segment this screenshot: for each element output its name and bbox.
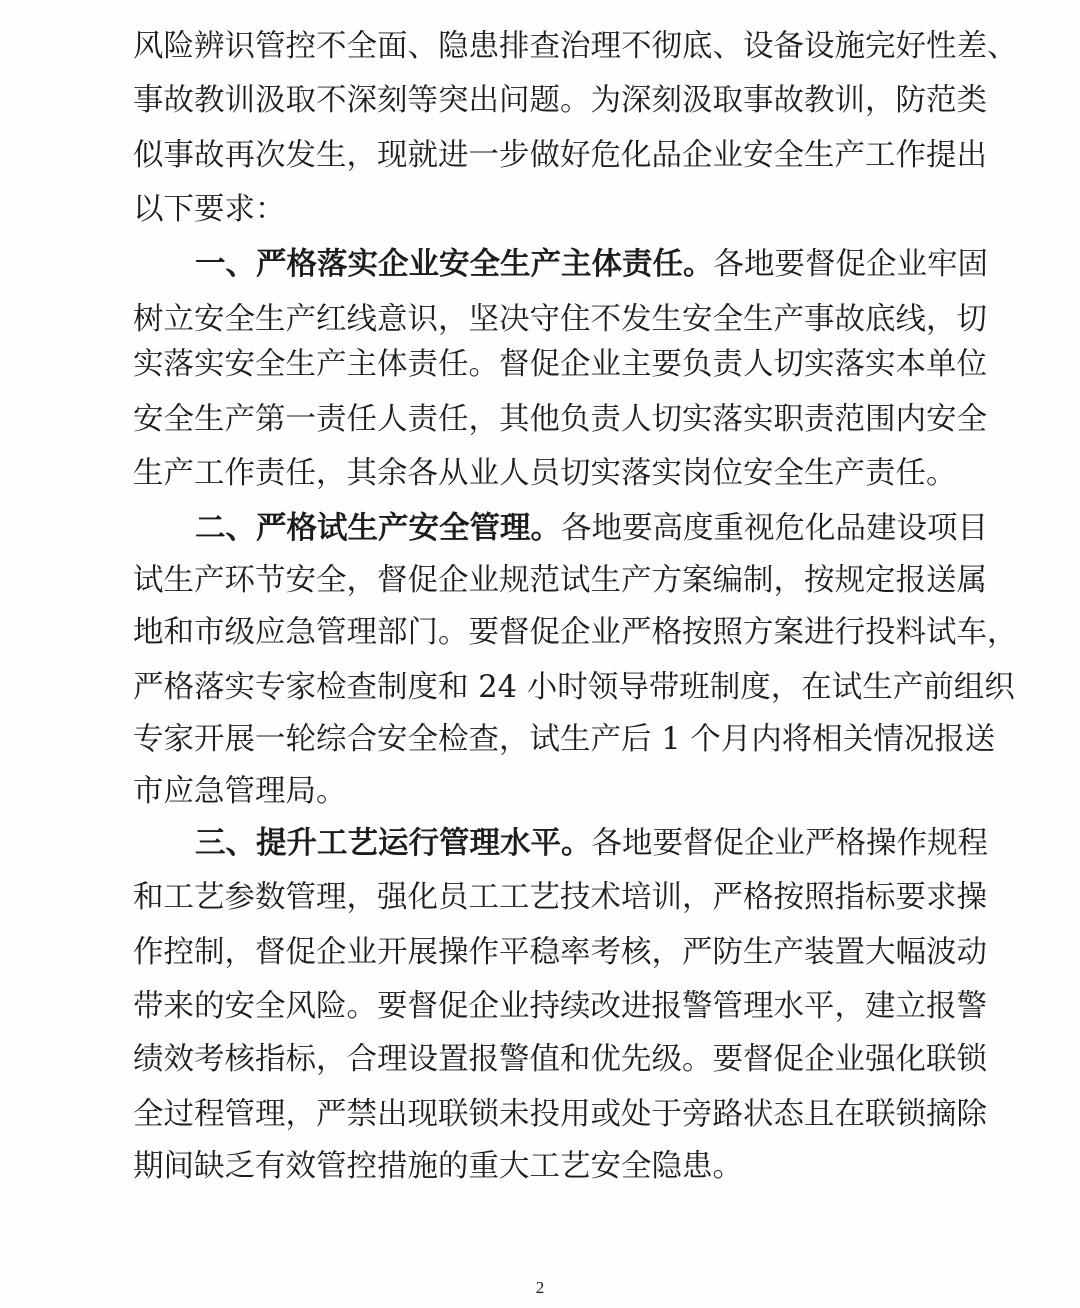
section2-line: 市应急管理局。 <box>133 774 347 809</box>
intro-line: 事故教训汲取不深刻等突出问题。为深刻汲取事故教训，防范类 <box>133 83 987 118</box>
section3-first-text: 各地要督促企业严格操作规程 <box>591 826 988 861</box>
section3-line: 绩效考核指标，合理设置报警值和优先级。要督促企业强化联锁 <box>133 1042 987 1077</box>
section2-line: 专家开展一轮综合安全检查，试生产后 1 个月内将相关情况报送 <box>133 722 996 757</box>
section2-first-text: 各地要高度重视危化品建设项目 <box>561 511 988 546</box>
section2-line: 严格落实专家检查制度和 24 小时领导带班制度，在试生产前组织 <box>133 670 1015 705</box>
section3-line: 全过程管理，严禁出现联锁未投用或处于旁路状态且在联锁摘除 <box>133 1097 987 1132</box>
intro-line: 风险辨识管控不全面、隐患排查治理不彻底、设备设施完好性差、 <box>133 29 1018 64</box>
section1-first-line <box>195 238 988 292</box>
section1-first-text: 各地要督促企业牢固 <box>713 247 988 282</box>
section2-heading: 二、严格试生产安全管理。 <box>195 511 561 546</box>
section3-line: 和工艺参数管理，强化员工工艺技术培训，严格按照指标要求操 <box>133 880 987 915</box>
intro-line: 以下要求： <box>133 192 286 227</box>
section3-first-line <box>195 817 988 871</box>
section1-line: 实落实安全生产主体责任。督促企业主要负责人切实落实本单位 <box>133 347 987 382</box>
section3-line: 作控制，督促企业开展操作平稳率考核，严防生产装置大幅波动 <box>133 935 987 970</box>
section1-heading: 一、严格落实企业安全生产主体责任。 <box>195 247 714 282</box>
section3-line: 带来的安全风险。要督促企业持续改进报警管理水平，建立报警 <box>133 989 987 1024</box>
section1-line: 树立安全生产红线意识，坚决守住不发生安全生产事故底线，切 <box>133 302 987 337</box>
intro-line: 似事故再次发生，现就进一步做好危化品企业安全生产工作提出 <box>133 138 987 173</box>
section2-line: 试生产环节安全，督促企业规范试生产方案编制，按规定报送属 <box>133 563 987 598</box>
section1-line: 安全生产第一责任人责任，其他负责人切实落实职责范围内安全 <box>133 402 987 437</box>
section2-line: 地和市级应急管理部门。要督促企业严格按照方案进行投料试车， <box>133 615 1018 650</box>
section1-line: 生产工作责任，其余各从业人员切实落实岗位安全生产责任。 <box>133 456 957 491</box>
page-number: 2 <box>535 1278 545 1297</box>
section3-heading: 三、提升工艺运行管理水平。 <box>195 826 592 861</box>
section2-first-line <box>195 502 988 556</box>
section3-line: 期间缺乏有效管控措施的重大工艺安全隐患。 <box>133 1149 743 1184</box>
